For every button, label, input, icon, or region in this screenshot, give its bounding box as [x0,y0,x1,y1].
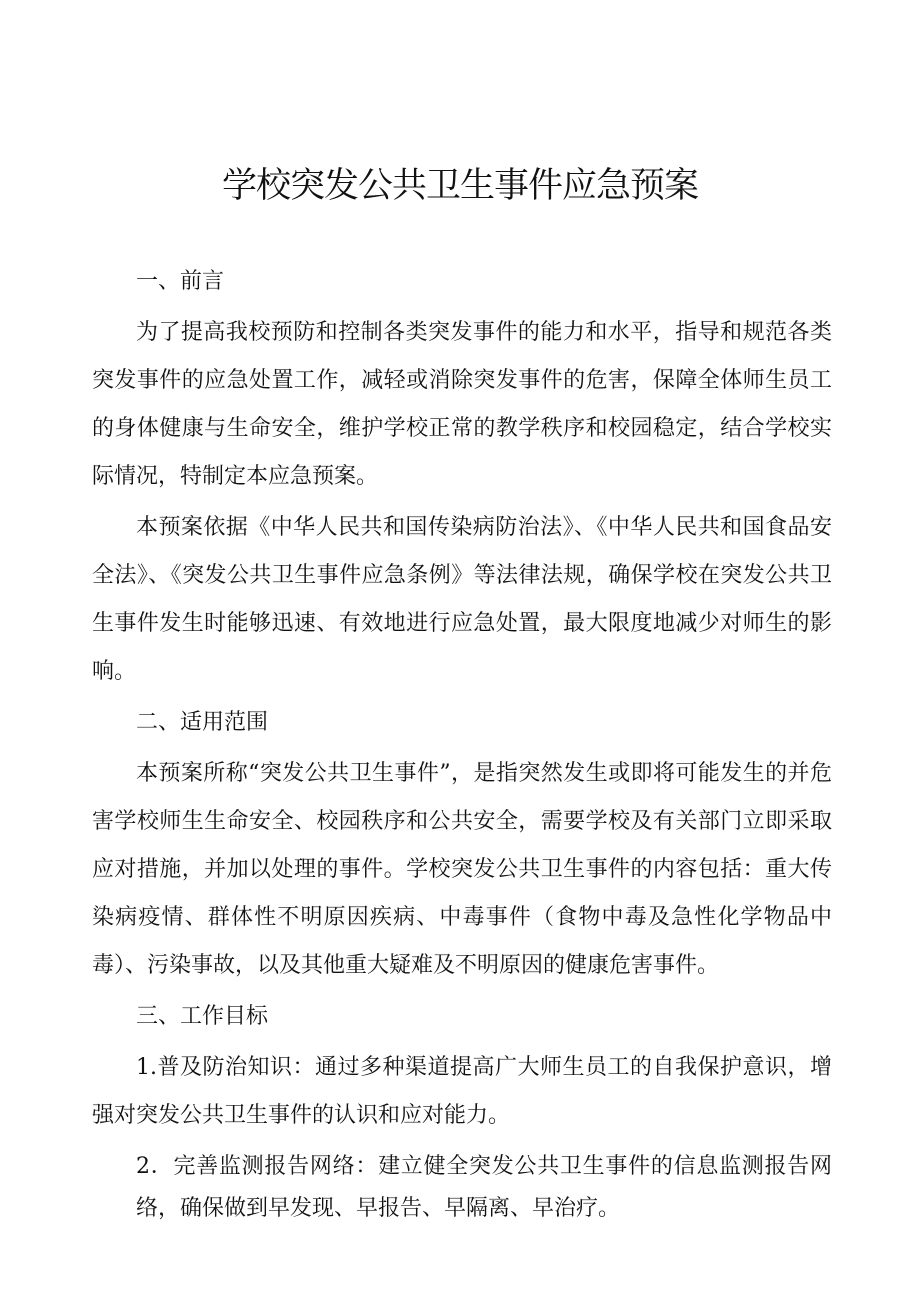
goal-item-1: 1.普及防治知识：通过多种渠道提高广大师生员工的自我保护意识，增强对突发公共卫生事件的认识和应对能力。 [92,1055,832,1128]
section-heading-scope: 二、适用范围 [136,710,269,735]
paragraph-scope-definition: 本预案所称“突发公共卫生事件”，是指突然发生或即将可能发生的并危害学校师生生命安全、校园秩序和公共安全，需要学校及有关部门立即采取应对措施，并加以处理的事件。学校突发公共卫生事件的内容包括：重大传染病疫情、群体性不明原因疾病、中毒事件（食物中毒及急性化学物品中毒）、污染事故，以及其他重大疑难及不明原因的健康危害事件。 [92,761,832,978]
section-heading-goals: 三、工作目标 [136,1004,269,1029]
paragraph-legal-basis: 本预案依据《中华人民共和国传染病防治法》、《中华人民共和国食品安全法》、《突发公共卫生事件应急条例》等法律法规，确保学校在突发公共卫生事件发生时能够迅速、有效地进行应急处置，最大限度地减少对师生的影响。 [92,515,832,684]
section-heading-preface: 一、前言 [136,269,225,294]
document-title: 学校突发公共卫生事件应急预案 [221,166,698,206]
paragraph-purpose: 为了提高我校预防和控制各类突发事件的能力和水平，指导和规范各类突发事件的应急处置工作，减轻或消除突发事件的危害，保障全体师生员工的身体健康与生命安全，维护学校正常的教学秩序和校园稳定，结合学校实际情况，特制定本应急预案。 [92,320,832,489]
document-body [92,258,832,1233]
goal-item-2: 2．完善监测报告网络：建立健全突发公共卫生事件的信息监测报告网络，确保做到早发现、早报告、早隔离、早治疗。 [136,1154,832,1221]
